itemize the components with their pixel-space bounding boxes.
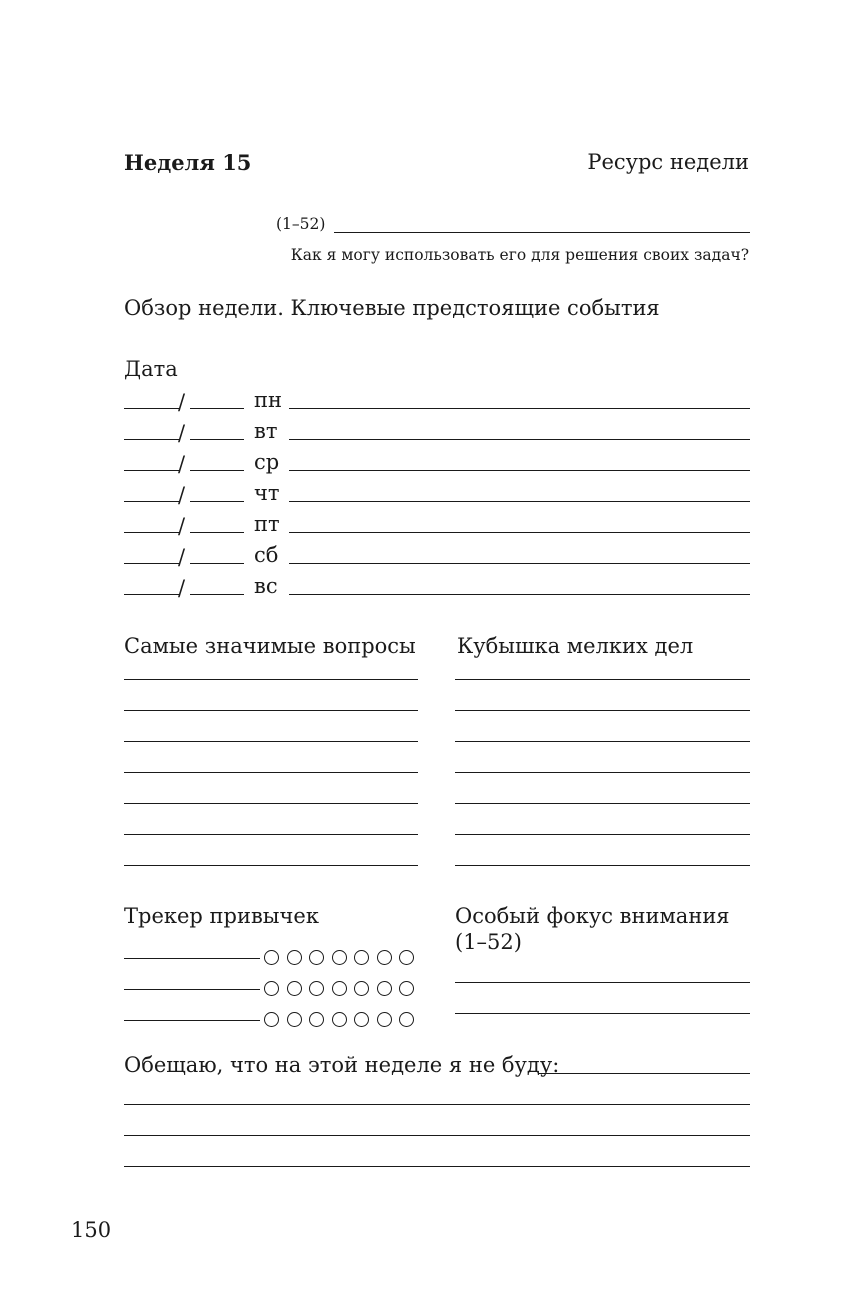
resource-line[interactable] (334, 232, 750, 233)
small-tasks-title: Кубышка мелких дел (457, 634, 694, 658)
habit-checkbox-circle[interactable] (332, 950, 347, 965)
focus-range: (1–52) (455, 930, 522, 954)
date-month-line[interactable] (190, 408, 244, 409)
date-day-line[interactable] (124, 532, 179, 533)
day-event-line[interactable] (289, 439, 750, 440)
day-event-line[interactable] (289, 532, 750, 533)
date-month-line[interactable] (190, 501, 244, 502)
question-line[interactable] (124, 772, 418, 773)
promise-line[interactable] (124, 1166, 750, 1167)
habit-checkbox-circle[interactable] (287, 950, 302, 965)
focus-line[interactable] (455, 1013, 750, 1014)
habit-checkbox-circle[interactable] (332, 981, 347, 996)
small-task-line[interactable] (455, 803, 750, 804)
habit-checkbox-circle[interactable] (354, 950, 369, 965)
habit-checkbox-circle[interactable] (287, 1012, 302, 1027)
date-day-line[interactable] (124, 563, 179, 564)
habit-name-line[interactable] (124, 1020, 260, 1021)
date-separator: / (178, 576, 186, 600)
date-separator: / (178, 545, 186, 569)
date-month-line[interactable] (190, 439, 244, 440)
day-label: сб (254, 543, 279, 567)
date-day-line[interactable] (124, 470, 179, 471)
day-label: ср (254, 450, 280, 474)
page-number: 150 (71, 1218, 112, 1242)
question-line[interactable] (124, 834, 418, 835)
habit-checkbox-circle[interactable] (264, 950, 279, 965)
day-event-line[interactable] (289, 501, 750, 502)
overview-title: Обзор недели. Ключевые предстоящие события (124, 296, 660, 320)
day-label: вс (254, 574, 278, 598)
habit-checkbox-circle[interactable] (377, 1012, 392, 1027)
small-task-line[interactable] (455, 710, 750, 711)
date-day-line[interactable] (124, 439, 179, 440)
habit-checkbox-circle[interactable] (309, 950, 324, 965)
resource-title: Ресурс недели (587, 150, 749, 174)
small-task-line[interactable] (455, 834, 750, 835)
date-day-line[interactable] (124, 501, 179, 502)
small-task-line[interactable] (455, 679, 750, 680)
habit-checkbox-circle[interactable] (309, 1012, 324, 1027)
day-label: вт (254, 419, 278, 443)
habit-checkbox-circle[interactable] (287, 981, 302, 996)
habit-checkbox-circle[interactable] (399, 950, 414, 965)
day-event-line[interactable] (289, 470, 750, 471)
date-label: Дата (124, 357, 178, 381)
day-event-line[interactable] (289, 594, 750, 595)
day-label: чт (254, 481, 280, 505)
date-month-line[interactable] (190, 563, 244, 564)
promise-line[interactable] (124, 1104, 750, 1105)
date-separator: / (178, 483, 186, 507)
habit-checkbox-circle[interactable] (332, 1012, 347, 1027)
date-month-line[interactable] (190, 532, 244, 533)
day-label: пн (254, 388, 282, 412)
date-separator: / (178, 390, 186, 414)
question-line[interactable] (124, 865, 418, 866)
date-separator: / (178, 421, 186, 445)
question-line[interactable] (124, 803, 418, 804)
small-task-line[interactable] (455, 772, 750, 773)
habit-checkbox-circle[interactable] (354, 981, 369, 996)
question-line[interactable] (124, 679, 418, 680)
date-day-line[interactable] (124, 594, 179, 595)
habit-name-line[interactable] (124, 989, 260, 990)
habit-checkbox-circle[interactable] (399, 981, 414, 996)
small-task-line[interactable] (455, 865, 750, 866)
promise-line[interactable] (124, 1135, 750, 1136)
habit-checkbox-circle[interactable] (377, 981, 392, 996)
question-line[interactable] (124, 710, 418, 711)
date-month-line[interactable] (190, 594, 244, 595)
habit-checkbox-circle[interactable] (399, 1012, 414, 1027)
focus-line[interactable] (455, 982, 750, 983)
habit-checkbox-circle[interactable] (377, 950, 392, 965)
habit-checkbox-circle[interactable] (354, 1012, 369, 1027)
resource-range: (1–52) (276, 215, 326, 233)
date-day-line[interactable] (124, 408, 179, 409)
promise-line[interactable] (538, 1073, 750, 1074)
small-task-line[interactable] (455, 741, 750, 742)
resource-question: Как я могу использовать его для решения своих задач? (290, 246, 749, 264)
promise-label: Обещаю, что на этой неделе я не буду: (124, 1053, 560, 1077)
day-label: пт (254, 512, 280, 536)
habits-title: Трекер привычек (124, 904, 319, 928)
date-month-line[interactable] (190, 470, 244, 471)
questions-title: Самые значимые вопросы (124, 634, 416, 658)
habit-checkbox-circle[interactable] (264, 981, 279, 996)
week-title: Неделя 15 (124, 150, 252, 175)
day-event-line[interactable] (289, 563, 750, 564)
focus-title: Особый фокус внимания (455, 904, 730, 928)
date-separator: / (178, 514, 186, 538)
question-line[interactable] (124, 741, 418, 742)
day-event-line[interactable] (289, 408, 750, 409)
date-separator: / (178, 452, 186, 476)
habit-checkbox-circle[interactable] (264, 1012, 279, 1027)
habit-checkbox-circle[interactable] (309, 981, 324, 996)
habit-name-line[interactable] (124, 958, 260, 959)
